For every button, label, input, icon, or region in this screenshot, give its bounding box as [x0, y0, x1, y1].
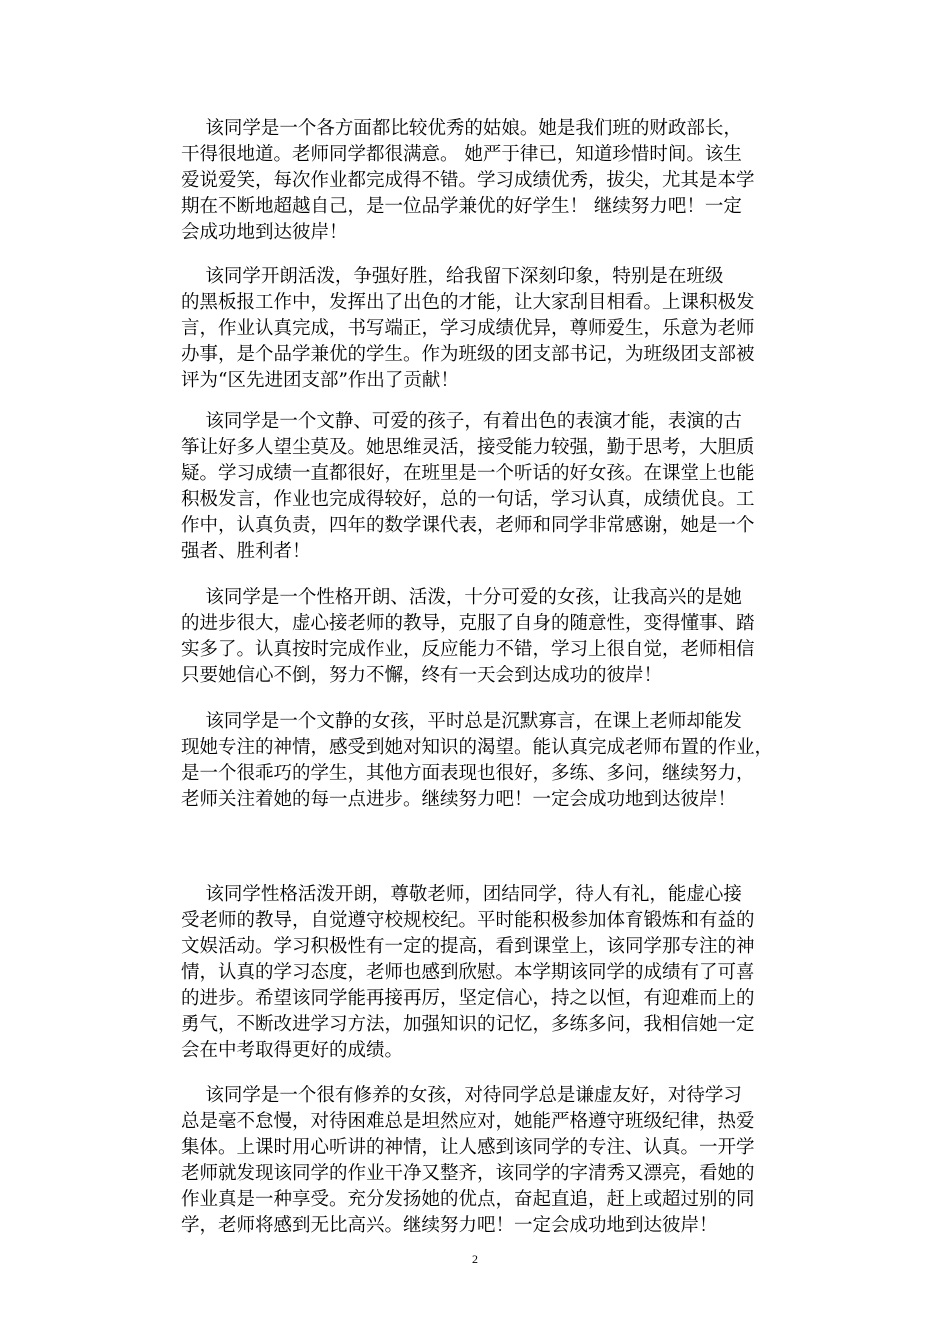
text-line: 的进步很大，虚心接老师的教导，克服了自身的随意性，变得懂事、踏	[181, 613, 755, 634]
text-line: 筝让好多人望尘莫及。她思维灵活，接受能力较强，勤于思考，大胆质	[181, 437, 755, 458]
text-line: 该同学是一个很有修养的女孩，对待同学总是谦虚友好，对待学习	[181, 1085, 742, 1106]
text-line: 实多了。认真按时完成作业，反应能力不错，学习上很自觉，老师相信	[181, 639, 755, 660]
text-line: 的黑板报工作中，发挥出了出色的才能，让大家刮目相看。上课积极发	[181, 292, 755, 313]
text-line: 强者、胜利者！	[181, 541, 311, 562]
text-line: 会成功地到达彼岸！	[181, 222, 348, 243]
text-line: 爱说爱笑，每次作业都完成得不错。学习成绩优秀，拔尖，尤其是本学	[181, 170, 755, 191]
text-line: 是一个很乖巧的学生，其他方面表现也很好，多练、多问，继续努力，	[181, 763, 755, 784]
text-line: 言，作业认真完成，书写端正，学习成绩优异，尊师爱生，乐意为老师	[181, 318, 755, 339]
text-line: 现她专注的神情，感受到她对知识的渴望。能认真完成老师布置的作业，	[181, 737, 774, 758]
comment-paragraph-3	[181, 409, 775, 565]
comment-paragraph-4	[181, 585, 775, 689]
text-line: 该同学开朗活泼，争强好胜，给我留下深刻印象，特别是在班级	[181, 266, 724, 287]
text-line: 的进步。希望该同学能再接再厉，坚定信心，持之以恒，有迎难而上的	[181, 988, 755, 1009]
text-line: 只要她信心不倒，努力不懈，终有一天会到达成功的彼岸！	[181, 665, 663, 686]
comment-paragraph-1	[181, 116, 775, 246]
text-line: 该同学是一个文静、可爱的孩子，有着出色的表演才能，表演的古	[181, 411, 742, 432]
text-line: 该同学是一个性格开朗、活泼，十分可爱的女孩，让我高兴的是她	[181, 587, 742, 608]
text-line: 情，认真的学习态度，老师也感到欣慰。本学期该同学的成绩有了可喜	[181, 962, 755, 983]
text-line: 疑。学习成绩一直都很好，在班里是一个听话的好女孩。在课堂上也能	[181, 463, 755, 484]
comment-paragraph-2	[181, 264, 775, 394]
text-line: 集体。上课时用心听讲的神情，让人感到该同学的专注、认真。一开学	[181, 1137, 755, 1158]
comment-paragraph-5	[181, 709, 775, 813]
text-line: 受老师的教导，自觉遵守校规校纪。平时能积极参加体育锻炼和有益的	[181, 910, 755, 931]
text-line: 总是毫不怠慢，对待困难总是坦然应对，她能严格遵守班级纪律，热爱	[181, 1111, 755, 1132]
text-line: 作业真是一种享受。充分发扬她的优点，奋起直追，赶上或超过别的同	[181, 1189, 755, 1210]
text-line: 该同学是一个文静的女孩，平时总是沉默寡言，在课上老师却能发	[181, 711, 742, 732]
text-line: 文娱活动。学习积极性有一定的提高，看到课堂上，该同学那专注的神	[181, 936, 755, 957]
text-line: 该同学性格活泼开朗，尊敬老师，团结同学，待人有礼，能虚心接	[181, 884, 742, 905]
comment-paragraph-6	[181, 882, 775, 1064]
text-line: 评为“区先进团支部”作出了贡献！	[181, 370, 459, 391]
text-line: 该同学是一个各方面都比较优秀的姑娘。她是我们班的财政部长，	[181, 118, 742, 139]
text-line: 会在中考取得更好的成绩。	[181, 1040, 404, 1061]
text-line: 积极发言，作业也完成得较好，总的一句话，学习认真，成绩优良。工	[181, 489, 755, 510]
text-line: 办事，是个品学兼优的学生。作为班级的团支部书记，为班级团支部被	[181, 344, 755, 365]
text-line: 期在不断地超越自己，是一位品学兼优的好学生！ 继续努力吧！一定	[181, 196, 742, 217]
comment-paragraph-7	[181, 1083, 775, 1239]
text-line: 作中，认真负责，四年的数学课代表，老师和同学非常感谢，她是一个	[181, 515, 755, 536]
page-number: 2	[472, 1252, 478, 1266]
text-line: 老师关注着她的每一点进步。继续努力吧！一定会成功地到达彼岸！	[181, 789, 737, 810]
text-line: 老师就发现该同学的作业干净又整齐，该同学的字清秀又漂亮，看她的	[181, 1163, 755, 1184]
text-line: 学，老师将感到无比高兴。继续努力吧！一定会成功地到达彼岸！	[181, 1215, 718, 1236]
text-line: 干得很地道。老师同学都很满意。 她严于律已，知道珍惜时间。该生	[181, 144, 742, 165]
text-line: 勇气，不断改进学习方法，加强知识的记忆，多练多问，我相信她一定	[181, 1014, 755, 1035]
